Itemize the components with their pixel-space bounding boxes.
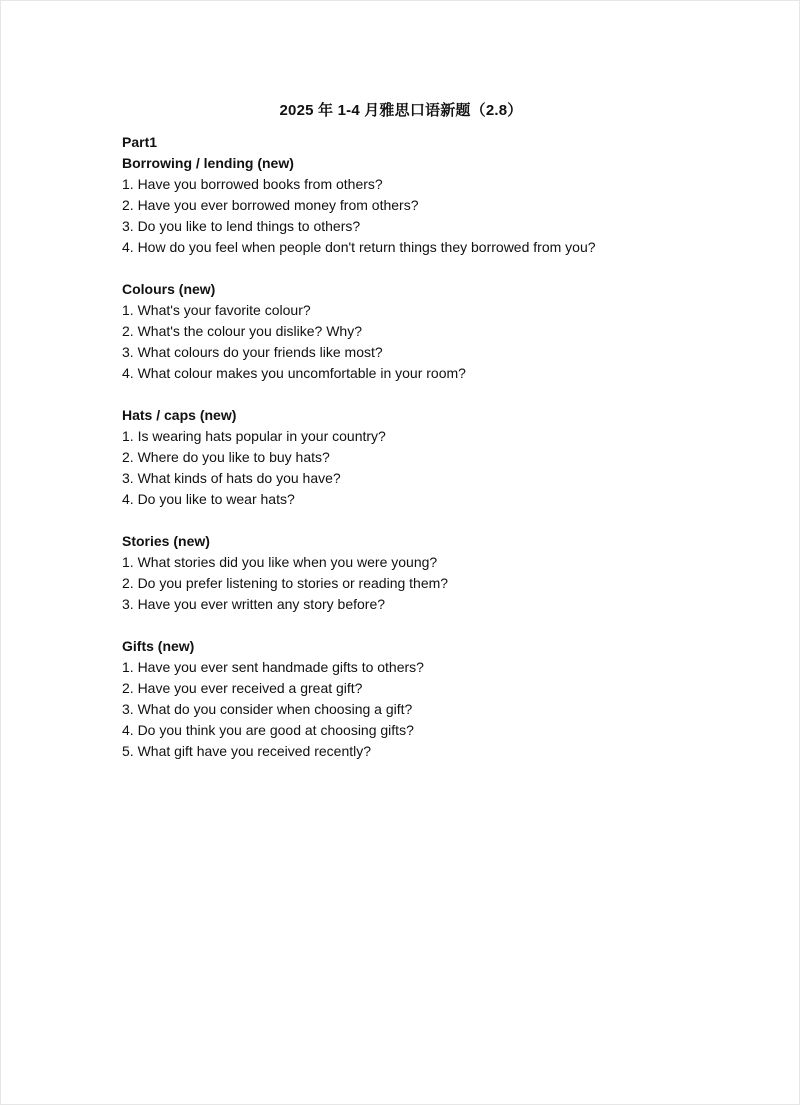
question-item: 1. Is wearing hats popular in your country?	[122, 428, 386, 444]
section-heading: Hats / caps (new)	[122, 407, 237, 423]
question-item: 1. What stories did you like when you were young?	[122, 554, 438, 570]
section-heading: Colours (new)	[122, 281, 216, 297]
question-item: 3. What kinds of hats do you have?	[122, 470, 341, 486]
question-item: 4. Do you like to wear hats?	[122, 491, 295, 507]
question-item: 3. What colours do your friends like most?	[122, 344, 383, 360]
question-item: 2. Do you prefer listening to stories or reading them?	[122, 575, 449, 591]
document-content	[122, 132, 762, 762]
question-item: 4. How do you feel when people don't return things they borrowed from you?	[122, 239, 596, 255]
question-item: 3. Have you ever written any story before?	[122, 596, 386, 612]
document-title: 2025 年 1-4 月雅思口语新题（2.8）	[279, 102, 523, 119]
question-item: 4. Do you think you are good at choosing gifts?	[122, 722, 414, 738]
section-borrowing-lending	[122, 153, 762, 258]
question-item: 4. What colour makes you uncomfortable in your room?	[122, 365, 466, 381]
question-item: 2. Have you ever received a great gift?	[122, 680, 363, 696]
question-item: 2. Where do you like to buy hats?	[122, 449, 330, 465]
section-stories	[122, 531, 762, 615]
question-item: 5. What gift have you received recently?	[122, 743, 372, 759]
question-item: 3. Do you like to lend things to others?	[122, 218, 361, 234]
section-heading: Gifts (new)	[122, 638, 195, 654]
section-heading: Stories (new)	[122, 533, 210, 549]
question-item: 1. What's your favorite colour?	[122, 302, 311, 318]
section-hats-caps	[122, 405, 762, 510]
section-gifts	[122, 636, 762, 762]
question-item: 1. Have you borrowed books from others?	[122, 176, 383, 192]
question-item: 2. Have you ever borrowed money from others?	[122, 197, 419, 213]
question-item: 3. What do you consider when choosing a gift?	[122, 701, 413, 717]
question-item: 2. What's the colour you dislike? Why?	[122, 323, 363, 339]
section-heading: Borrowing / lending (new)	[122, 155, 294, 171]
part-label: Part1	[122, 134, 158, 150]
question-item: 1. Have you ever sent handmade gifts to others?	[122, 659, 424, 675]
section-colours	[122, 279, 762, 384]
